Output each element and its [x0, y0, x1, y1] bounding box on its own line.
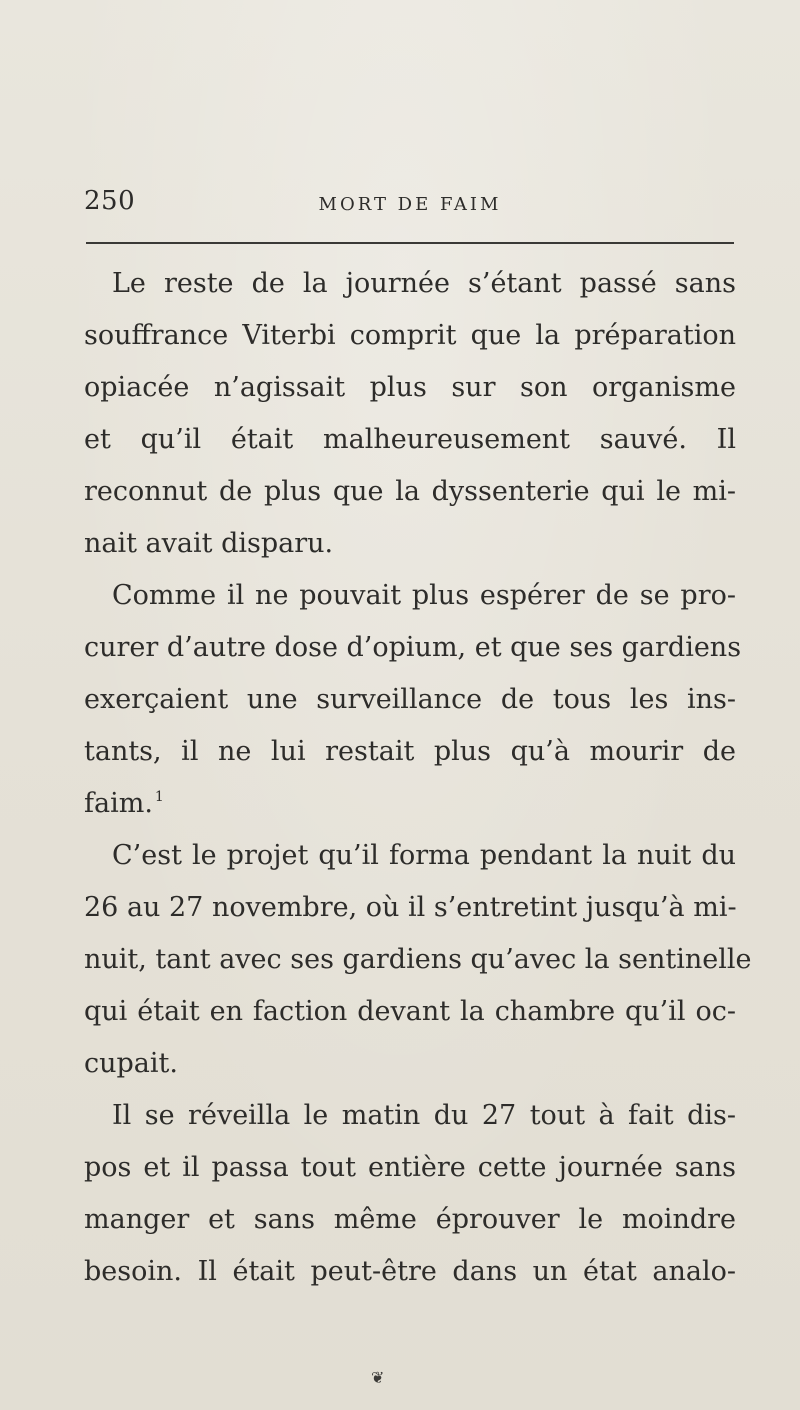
- body-text: [84, 258, 752, 1298]
- text-line: 26 au 27 novembre, où il s’entretint jusqu’à mi-: [84, 892, 737, 923]
- text-line: Comme il ne pouvait plus espérer de se pro-: [112, 580, 736, 611]
- footnote-marker[interactable]: 1: [154, 789, 164, 805]
- page-header: [84, 184, 736, 224]
- text-line: C’est le projet qu’il forma pendant la nuit du: [112, 840, 736, 871]
- text-line-content: faim.: [84, 788, 153, 819]
- running-title: MORT DE FAIM: [318, 194, 502, 215]
- text-line: opiacée n’agissait plus sur son organisme: [84, 372, 736, 403]
- text-line: curer d’autre dose d’opium, et que ses gardiens: [84, 632, 742, 663]
- signature-mark: ❦: [371, 1368, 385, 1387]
- text-line: cupait.: [84, 1048, 178, 1079]
- header-rule: [86, 242, 734, 244]
- text-line: [84, 778, 736, 830]
- text-line: qui était en faction devant la chambre qu’il oc-: [84, 996, 736, 1027]
- text-line: souffrance Viterbi comprit que la préparation: [84, 320, 736, 351]
- text-line: nuit, tant avec ses gardiens qu’avec la sentinelle: [84, 944, 752, 975]
- text-line: exerçaient une surveillance de tous les ins-: [84, 684, 736, 715]
- text-line: reconnut de plus que la dyssenterie qui le mi-: [84, 476, 736, 507]
- text-line: pos et il passa tout entière cette journée sans: [84, 1152, 736, 1183]
- text-line: manger et sans même éprouver le moindre: [84, 1204, 736, 1235]
- text-line: besoin. Il était peut-être dans un état analo-: [84, 1256, 736, 1287]
- text-line: nait avait disparu.: [84, 528, 334, 559]
- page-number: 250: [84, 186, 136, 216]
- text-line: et qu’il était malheureusement sauvé. Il: [84, 424, 736, 455]
- text-line: tants, il ne lui restait plus qu’à mourir de: [84, 736, 736, 767]
- text-line: Le reste de la journée s’étant passé sans: [112, 268, 736, 299]
- text-line: Il se réveilla le matin du 27 tout à fait dis-: [112, 1100, 736, 1131]
